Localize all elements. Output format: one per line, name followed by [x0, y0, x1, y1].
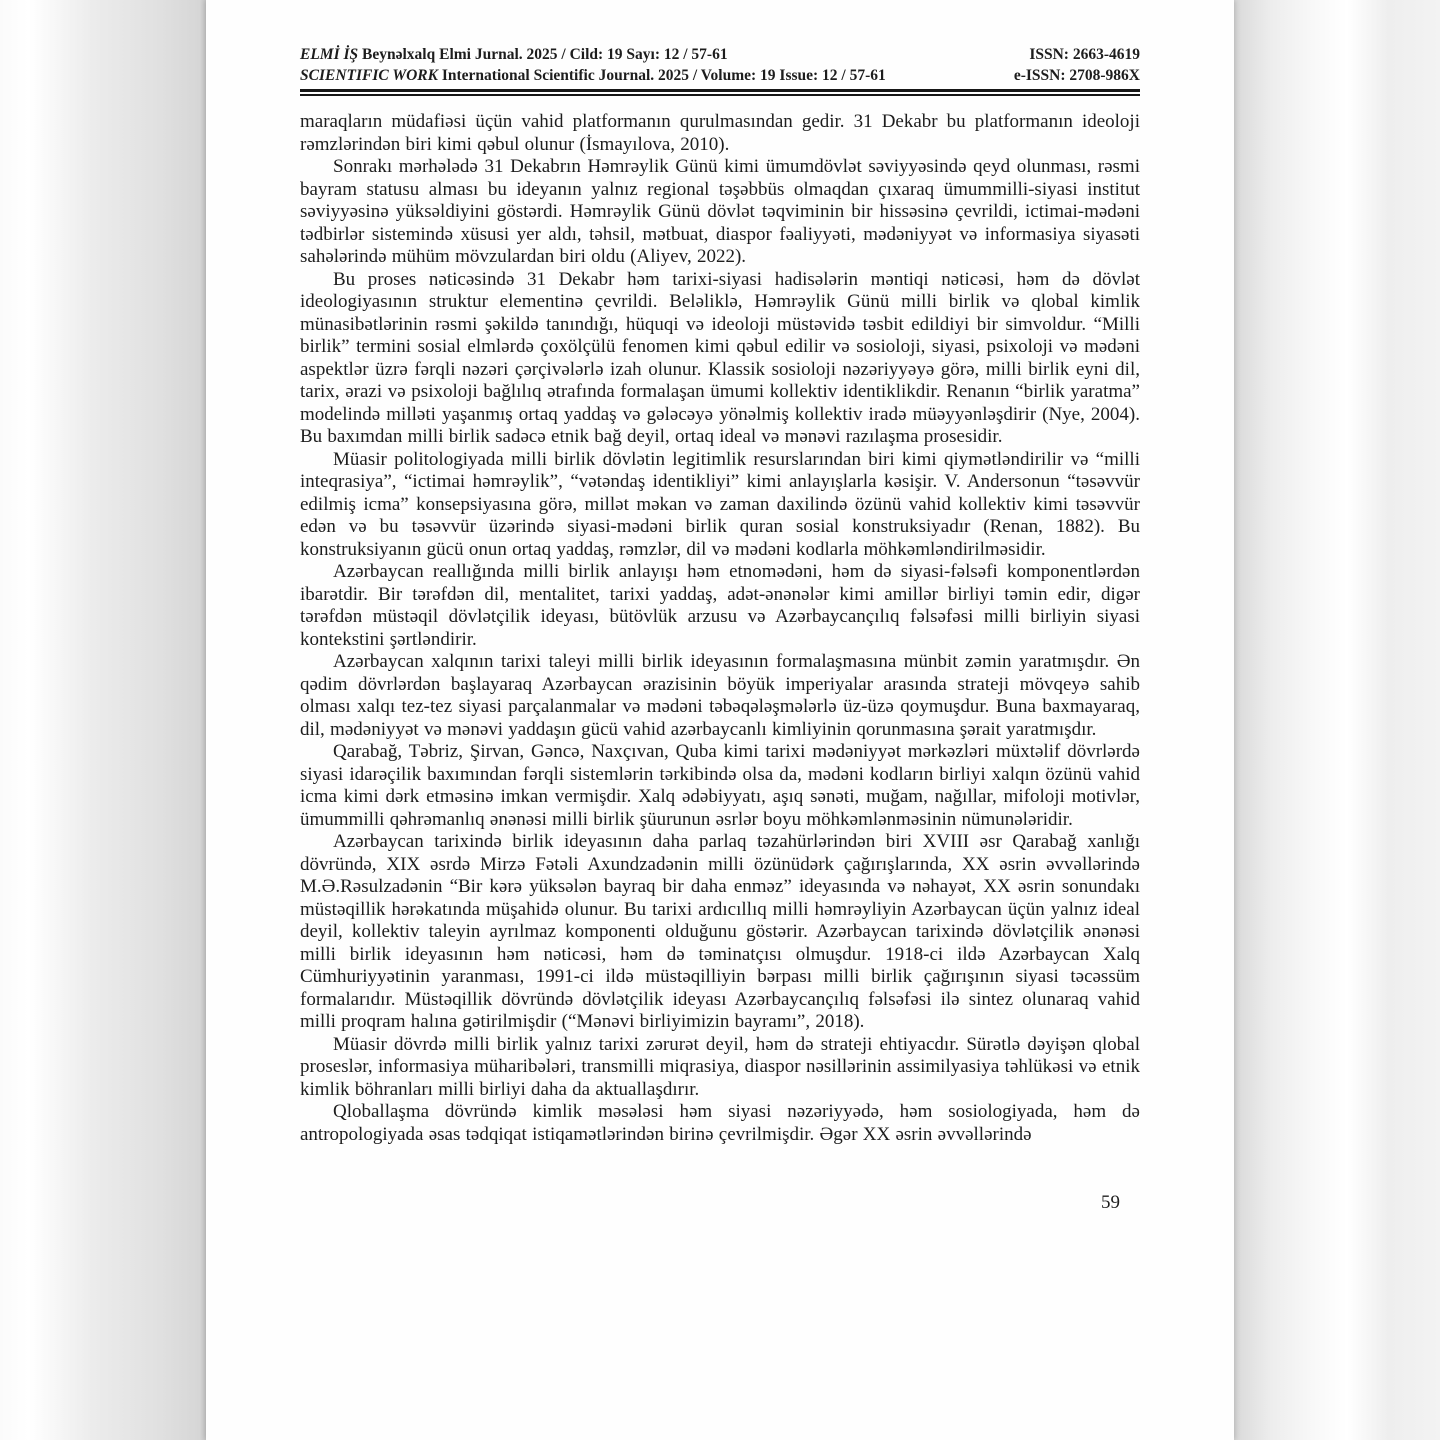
article-paragraph-1: maraqların müdafiəsi üçün vahid platformanın qurulmasından gedir. 31 Dekabr bu platformanın ideoloji rəmzlərindən biri kimi qəbul olunur (İsmayılova, 2010).	[300, 111, 1140, 155]
journal-header-right	[1014, 44, 1140, 86]
journal-page	[206, 0, 1234, 1440]
article-paragraph-4: Müasir politologiyada milli birlik dövlətin legitimlik resurslarından biri kimi qiymətləndirilir və “milli inteqrasiya”, “ictimai həmrəylik”, “vətəndaş identikliyi” kimi anlayışlarla kəsişir. V. Andersonun “təsəvvür edilmiş icma” konsepsiyasına görə, millət məkan və zaman daxilində özünü vahid kollektiv kimi təsəvvür edən və bu təsəvvür üzərində siyasi-mədəni birlik quran sosial konstruksiyadır (Renan, 1882). Bu konstruksiyanın gücü onun ortaq yaddaş, rəmzlər, dil və mədəni kodlarla möhkəmləndirilməsidir.	[300, 448, 1140, 560]
article-paragraph-3: Bu proses nəticəsində 31 Dekabr həm tarixi-siyasi hadisələrin məntiqi nəticəsi, həm də dövlət ideologiyasının struktur elementinə çevrildi. Beləliklə, Həmrəylik Günü milli birlik və qlobal kimlik münasibətlərinin rəsmi şəkildə tanındığı, hüquqi və ideoloji müstəvidə təsbit edildiyi bir simvoldur. “Milli birlik” termini sosial elmlərdə çoxölçülü fenomen kimi qəbul edilir və sosioloji, siyasi, psixoloji və mədəni aspektlər üzrə fərqli nəzəri çərçivələrlə izah olunur. Klassik sosioloji nəzəriyyəyə görə, milli birlik eyni dil, tarix, ərazi və psixoloji bağlılıq ətrafında formalaşan ümumi kollektiv identiklikdir. Renanın “birlik yaratma” modelində milləti yaşanmış ortaq yaddaş və gələcəyə yönəlmiş kollektiv iradə müəyyənləşdirir (Nye, 2004). Bu baxımdan milli birlik sadəcə etnik bağ deyil, ortaq ideal və mənəvi razılaşma prosesidir.	[300, 268, 1140, 447]
article-paragraph-6: Azərbaycan xalqının tarixi taleyi milli birlik ideyasının formalaşmasına münbit zəmin yaratmışdır. Ən qədim dövrlərdən başlayaraq Azərbaycan ərazisinin böyük imperiyalar arasında strateji mövqeyə sahib olması xalqı tez-tez siyasi parçalanmalar və mədəni təbəqələşmələrlə üz-üzə qoymuşdur. Buna baxmayaraq, dil, mədəniyyət və mənəvi yaddaşın gücü vahid azərbaycanlı kimliyinin qorunmasına şərait yaratmışdır.	[300, 651, 1140, 740]
journal-header	[300, 44, 1140, 86]
page-footer	[300, 1192, 1140, 1214]
header-double-rule	[300, 89, 1140, 96]
article-paragraph-8: Azərbaycan tarixində birlik ideyasının daha parlaq təzahürlərindən biri XVIII əsr Qarabağ xanlığı dövründə, XIX əsrdə Mirzə Fətəli Axundzadənin milli özünüdərk çağırışlarında, XX əsrin əvvəllərində M.Ə.Rəsulzadənin “Bir kərə yüksələn bayraq bir daha enməz” ideyasında və nəhayət, XX əsrin sonundakı müstəqillik hərəkatında müşahidə olunur. Bu tarixi ardıcıllıq milli həmrəyliyin Azərbaycan üçün yalnız ideal deyil, kollektiv taleyin ayrılmaz komponenti olduğunu göstərir. Azərbaycan tarixində dövlətçilik ənənəsi milli birlik ideyasının həm nəticəsi, həm də təminatçısı olmuşdur. 1918-ci ildə Azərbaycan Xalq Cümhuriyyətinin yaranması, 1991-ci ildə müstəqilliyin bərpası milli birlik çağırışının siyasi təcəssüm formalarıdır. Müstəqillik dövründə dövlətçilik ideyası Azərbaycançılıq fəlsəfəsi ilə sintez olunaraq vahid milli proqram halına gətirilmişdir (“Mənəvi birliyimizin bayramı”, 2018).	[300, 831, 1140, 1032]
journal-issue-info-english: International Scientific Journal. 2025 / Volume: 19 Issue: 12 / 57-61	[437, 67, 886, 84]
journal-header-line2	[300, 65, 886, 86]
issn-number: ISSN: 2663-4619	[1029, 46, 1140, 63]
article-body	[300, 111, 1140, 1146]
scan-backdrop-left	[0, 0, 206, 1440]
scan-backdrop-right	[1234, 0, 1440, 1440]
journal-name-azerbaijani: ELMİ İŞ	[300, 46, 359, 63]
article-paragraph-2: Sonrakı mərhələdə 31 Dekabrın Həmrəylik Günü kimi ümumdövlət səviyyəsində qeyd olunması, rəsmi bayram statusu alması bu ideyanın yalnız regional təşəbbüs olmaqdan çıxaraq ümummilli-siyasi institut səviyyəsinə yüksəldiyini göstərdi. Həmrəylik Günü dövlət təqviminin bir hissəsinə çevrildi, ictimai-mədəni tədbirlər sistemində xüsusi yer aldı, təhsil, mətbuat, diaspor fəaliyyəti, mədəniyyət və informasiya siyasəti sahələrində mühüm mövzulardan biri oldu (Aliyev, 2022).	[300, 156, 1140, 267]
article-paragraph-10: Qloballaşma dövründə kimlik məsələsi həm siyasi nəzəriyyədə, həm sosiologiyada, həm də antropologiyada əsas tədqiqat istiqamətlərindən birinə çevrilmişdir. Əgər XX əsrin əvvəllərində	[300, 1101, 1140, 1145]
journal-header-line1	[300, 44, 886, 65]
journal-issue-info-azerbaijani: Beynəlxalq Elmi Jurnal. 2025 / Cild: 19 Sayı: 12 / 57-61	[358, 46, 728, 63]
eissn-number: e-ISSN: 2708-986X	[1013, 67, 1140, 84]
journal-name-english: SCIENTIFIC WORK	[300, 67, 438, 84]
journal-header-left	[300, 44, 886, 86]
article-paragraph-7: Qarabağ, Təbriz, Şirvan, Gəncə, Naxçıvan, Quba kimi tarixi mədəniyyət mərkəzləri müxtəlif dövrlərdə siyasi idarəçilik baxımından fərqli sistemlərin tərkibində olsa da, mədəni kodların birliyi xalqın özünü vahid icma kimi dərk etməsinə imkan vermişdir. Xalq ədəbiyyatı, aşıq sənəti, muğam, nağıllar, mifoloji motivlər, ümummilli qəhrəmanlıq ənənəsi milli birlik şüurunun əsrlər boyu möhkəmlənməsinin nümunələridir.	[300, 741, 1140, 830]
page-number: 59	[1101, 1192, 1120, 1213]
article-paragraph-9: Müasir dövrdə milli birlik yalnız tarixi zərurət deyil, həm də strateji ehtiyacdır. Sürətlə dəyişən qlobal proseslər, informasiya müharibələri, transmilli miqrasiya, diaspor nəsillərinin assimilyasiya təhlükəsi və etnik kimlik böhranları milli birliyi daha da aktuallaşdırır.	[300, 1033, 1140, 1100]
article-paragraph-5: Azərbaycan reallığında milli birlik anlayışı həm etnomədəni, həm də siyasi-fəlsəfi komponentlərdən ibarətdir. Bir tərəfdən dil, mentalitet, tarixi yaddaş, adət-ənənələr kimi amillər birliyi təmin edir, digər tərəfdən müstəqil dövlətçilik ideyası, bütövlük arzusu və Azərbaycançılıq fəlsəfəsi milli birliyin siyasi kontekstini şərtləndirir.	[300, 561, 1140, 650]
